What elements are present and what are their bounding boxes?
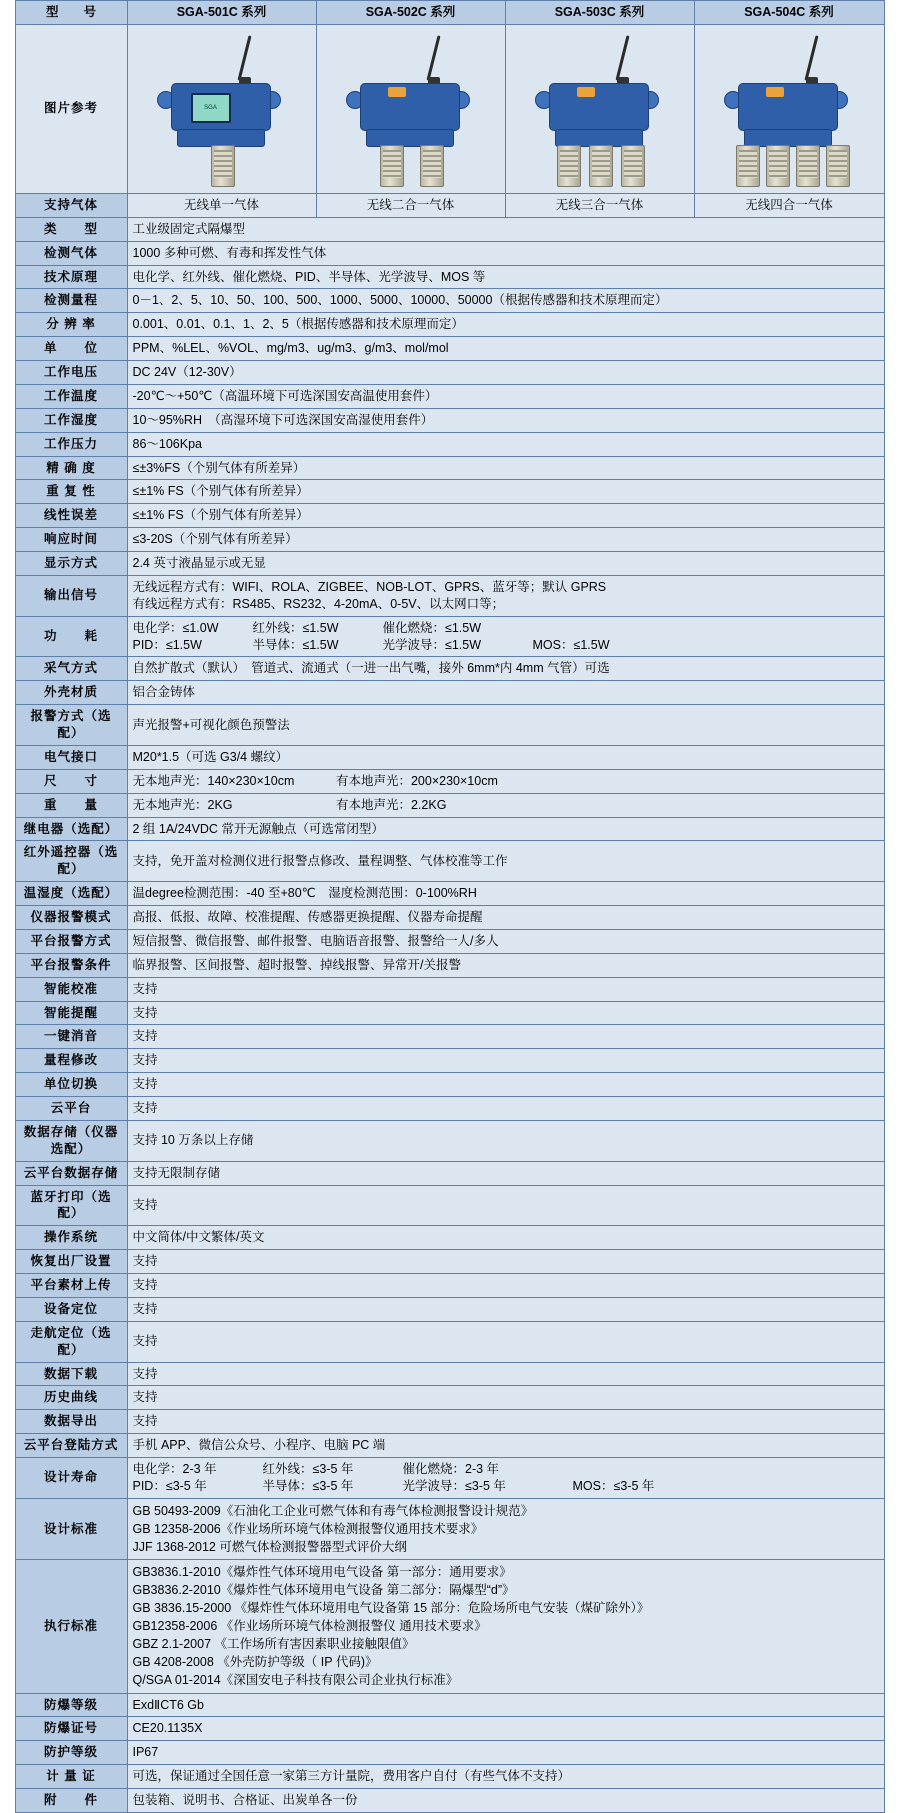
spec-label-electrical-port: 电气接口 xyxy=(15,745,127,769)
specification-table xyxy=(15,0,885,1813)
sensor-probe-3 xyxy=(621,145,645,187)
spec-label-cloud-login: 云平台登陆方式 xyxy=(15,1434,127,1458)
spec-row xyxy=(15,953,884,977)
spec-row xyxy=(15,1386,884,1410)
spec-value-temperature: -20℃～+50℃（高温环境下可选深国安高温使用套件） xyxy=(127,384,884,408)
spec-value-linearity: ≤±1% FS（个别气体有所差异） xyxy=(127,504,884,528)
spec-label-housing: 外壳材质 xyxy=(15,681,127,705)
life-infrared: 红外线：≤3-5 年 xyxy=(262,1462,354,1476)
model-502c: SGA-502C 系列 xyxy=(316,1,505,25)
spec-row xyxy=(15,217,884,241)
spec-label-range-edit: 量程修改 xyxy=(15,1049,127,1073)
output-signal-line-2: 有线远程方式有：RS485、RS232、4-20mA、0-5V、以太网口等； xyxy=(132,596,505,611)
spec-value-cloud-platform: 支持 xyxy=(127,1097,884,1121)
spec-label-material-upload: 平台素材上传 xyxy=(15,1274,127,1298)
sensor-probe-1 xyxy=(736,145,760,187)
spec-label-repeatability: 重 复 性 xyxy=(15,480,127,504)
spec-row xyxy=(15,337,884,361)
spec-row xyxy=(15,745,884,769)
output-signal-row xyxy=(15,575,884,616)
weight-without-alarm: 无本地声光：2KG xyxy=(132,797,233,812)
spec-label-accessories: 附 件 xyxy=(15,1789,127,1813)
antenna-icon xyxy=(615,35,629,80)
power-mos: MOS：≤1.5W xyxy=(532,637,610,652)
spec-value-unit: PPM、%LEL、%VOL、mg/m3、ug/m3、g/m3、mol/mol xyxy=(127,337,884,361)
power-semiconductor: 半导体：≤1.5W xyxy=(252,637,339,652)
life-optical: 光学波导：≤3-5 年 xyxy=(402,1478,506,1493)
life-electrochemical: 电化学：2-3 年 xyxy=(132,1462,217,1476)
spec-value-voltage: DC 24V（12-30V） xyxy=(127,361,884,385)
exec-standard-line-7: Q/SGA 01-2014《深国安电子科技有限公司企业执行标准》 xyxy=(132,1672,459,1687)
spec-value-ex-rating: ExdⅡCT6 Gb xyxy=(127,1693,884,1717)
spec-label-os-language: 操作系统 xyxy=(15,1226,127,1250)
sensor-probe-2 xyxy=(420,145,444,187)
spec-value-detect-gas: 1000 多种可燃、有毒和挥发性气体 xyxy=(127,241,884,265)
spec-label-device-location: 设备定位 xyxy=(15,1297,127,1321)
enclosure-body xyxy=(549,83,649,131)
spec-row xyxy=(15,504,884,528)
spec-label-bluetooth-print: 蓝牙打印（选配） xyxy=(15,1185,127,1226)
gas-support-504c: 无线四合一气体 xyxy=(694,193,884,217)
power-blank xyxy=(533,620,653,637)
spec-value-pressure: 86～106Kpa xyxy=(127,432,884,456)
sensor-probe-1 xyxy=(557,145,581,187)
life-semiconductor: 半导体：≤3-5 年 xyxy=(262,1478,354,1493)
spec-value-accessories: 包装箱、说明书、合格证、出炭单各一份 xyxy=(127,1789,884,1813)
spec-row xyxy=(15,1073,884,1097)
spec-label-ip-rating: 防护等级 xyxy=(15,1741,127,1765)
spec-row xyxy=(15,1789,884,1813)
spec-row xyxy=(15,1001,884,1025)
spec-label-cloud-storage: 云平台数据存储 xyxy=(15,1161,127,1185)
spec-row xyxy=(15,408,884,432)
design-standard-row xyxy=(15,1498,884,1560)
spec-row xyxy=(15,384,884,408)
spec-row xyxy=(15,1410,884,1434)
spec-row xyxy=(15,929,884,953)
power-value xyxy=(127,616,884,657)
spec-label-sampling: 采气方式 xyxy=(15,657,127,681)
spec-value-metrology-cert: 可选，保证通过全国任意一家第三方计量院，费用客户自付（有些气体不支持） xyxy=(127,1765,884,1789)
antenna-icon xyxy=(237,35,251,80)
exec-standard-line-2: GB3836.2-2010《爆炸性气体环境用电气设备 第二部分：隔爆型“d”》 xyxy=(132,1583,515,1598)
spec-value-cloud-login: 手机 APP、微信公众号、小程序、电脑 PC 端 xyxy=(127,1434,884,1458)
spec-value-response-time: ≤3-20S（个别气体有所差异） xyxy=(127,528,884,552)
power-infrared: 红外线：≤1.5W xyxy=(252,620,339,635)
sensor-probe-2 xyxy=(766,145,790,187)
spec-value-humidity: 10～95%RH （高湿环境下可选深国安高湿使用套件） xyxy=(127,408,884,432)
spec-label-factory-reset: 恢复出厂设置 xyxy=(15,1250,127,1274)
lcd-screen: SGA xyxy=(191,93,231,123)
model-503c: SGA-503C 系列 xyxy=(505,1,694,25)
spec-value-data-export: 支持 xyxy=(127,1410,884,1434)
spec-label-device-alarm-mode: 仪器报警模式 xyxy=(15,906,127,930)
life-mos: MOS：≤3-5 年 xyxy=(572,1478,655,1493)
spec-value-ip-rating: IP67 xyxy=(127,1741,884,1765)
sensor-probe-2 xyxy=(589,145,613,187)
spec-label-data-storage: 数据存储（仪器选配） xyxy=(15,1120,127,1161)
spec-label-relay: 继电器（选配） xyxy=(15,817,127,841)
spec-label-temp-humidity-option: 温湿度（选配） xyxy=(15,882,127,906)
spec-row xyxy=(15,1025,884,1049)
dimension-value xyxy=(127,769,884,793)
spec-row xyxy=(15,1120,884,1161)
spec-row xyxy=(15,1185,884,1226)
spec-row xyxy=(15,1297,884,1321)
gas-support-row xyxy=(15,193,884,217)
spec-value-factory-reset: 支持 xyxy=(127,1250,884,1274)
spec-row xyxy=(15,361,884,385)
spec-label-mobile-location: 走航定位（选配） xyxy=(15,1321,127,1362)
power-optical: 光学波导：≤1.5W xyxy=(382,637,482,652)
spec-label-ir-remote: 红外遥控器（选配） xyxy=(15,841,127,882)
sensor-probe-3 xyxy=(796,145,820,187)
spec-value-range-edit: 支持 xyxy=(127,1049,884,1073)
weight-value xyxy=(127,793,884,817)
spec-value-relay: 2 组 1A/24VDC 常开无源触点（可选常闭型） xyxy=(127,817,884,841)
spec-value-platform-alarm-condition: 临界报警、区间报警、超时报警、掉线报警、异常开/关报警 xyxy=(127,953,884,977)
design-life-line-1 xyxy=(133,1461,879,1478)
design-standard-label: 设计标准 xyxy=(15,1498,127,1560)
spec-value-repeatability: ≤±1% FS（个别气体有所差异） xyxy=(127,480,884,504)
spec-row xyxy=(15,1049,884,1073)
dimension-with-alarm: 有本地声光：200×230×10cm xyxy=(335,773,498,788)
spec-row xyxy=(15,1362,884,1386)
spec-value-electrical-port: M20*1.5（可选 G3/4 螺纹） xyxy=(127,745,884,769)
spec-row xyxy=(15,1717,884,1741)
exec-standard-value xyxy=(127,1560,884,1693)
spec-row xyxy=(15,289,884,313)
enclosure-body xyxy=(738,83,838,131)
power-line-2 xyxy=(133,637,879,654)
spec-label-unit-switch: 单位切换 xyxy=(15,1073,127,1097)
design-standard-line-3: JJF 1368-2012 可燃气体检测报警器型式评价大纲 xyxy=(132,1539,407,1554)
spec-label-ex-cert: 防爆证号 xyxy=(15,1717,127,1741)
power-label: 功 耗 xyxy=(15,616,127,657)
weight-with-alarm: 有本地声光：2.2KG xyxy=(335,797,447,812)
spec-label-history-curve: 历史曲线 xyxy=(15,1386,127,1410)
weight-label: 重 量 xyxy=(15,793,127,817)
spec-value-os-language: 中文简体/中文繁体/英文 xyxy=(127,1226,884,1250)
design-life-value xyxy=(127,1458,884,1499)
image-ref-label: 图片参考 xyxy=(15,24,127,193)
spec-value-ir-remote: 支持，免开盖对检测仪进行报警点修改、量程调整、气体校准等工作 xyxy=(127,841,884,882)
design-life-row xyxy=(15,1458,884,1499)
spec-row xyxy=(15,528,884,552)
design-standard-line-2: GB 12358-2006《作业场所环境气体检测报警仪通用技术要求》 xyxy=(132,1521,484,1536)
spec-value-history-curve: 支持 xyxy=(127,1386,884,1410)
exec-standard-label: 执行标准 xyxy=(15,1560,127,1693)
spec-value-cloud-storage: 支持无限制存储 xyxy=(127,1161,884,1185)
spec-label-data-export: 数据导出 xyxy=(15,1410,127,1434)
spec-label-voltage: 工作电压 xyxy=(15,361,127,385)
antenna-icon xyxy=(804,35,818,80)
life-catalytic: 催化燃烧：2-3 年 xyxy=(402,1462,500,1476)
spec-row xyxy=(15,1741,884,1765)
exec-standard-row xyxy=(15,1560,884,1693)
life-pid: PID：≤3-5 年 xyxy=(132,1478,207,1493)
spec-value-smart-calibration: 支持 xyxy=(127,977,884,1001)
spec-value-housing: 铝合金铸体 xyxy=(127,681,884,705)
weight-row xyxy=(15,793,884,817)
spec-row xyxy=(15,681,884,705)
spec-value-sampling: 自然扩散式（默认） 管道式、流通式（一进一出气嘴，接外 6mm*内 4mm 气管）可选 xyxy=(127,657,884,681)
power-catalytic: 催化燃烧：≤1.5W xyxy=(382,620,482,635)
spec-row xyxy=(15,1226,884,1250)
life-blank xyxy=(573,1461,693,1478)
spec-label-platform-alarm-mode: 平台报警方式 xyxy=(15,929,127,953)
spec-row xyxy=(15,265,884,289)
spec-row xyxy=(15,480,884,504)
spec-row xyxy=(15,705,884,746)
spec-row xyxy=(15,882,884,906)
spec-row xyxy=(15,1434,884,1458)
spec-label-temperature: 工作温度 xyxy=(15,384,127,408)
spec-row xyxy=(15,906,884,930)
power-row xyxy=(15,616,884,657)
spec-row xyxy=(15,1274,884,1298)
spec-label-range: 检测量程 xyxy=(15,289,127,313)
spec-label-metrology-cert: 计 量 证 xyxy=(15,1765,127,1789)
spec-row xyxy=(15,817,884,841)
spec-value-range: 0－1、2、5、10、50、100、500、1000、5000、10000、50000（根据传感器和技术原理而定） xyxy=(127,289,884,313)
design-life-label: 设计寿命 xyxy=(15,1458,127,1499)
spec-value-principle: 电化学、红外线、催化燃烧、PID、半导体、光学波导、MOS 等 xyxy=(127,265,884,289)
dimension-row xyxy=(15,769,884,793)
spec-row xyxy=(15,1161,884,1185)
spec-row xyxy=(15,552,884,576)
spec-row xyxy=(15,977,884,1001)
spec-value-alarm-mode: 声光报警+可视化颜色预警法 xyxy=(127,705,884,746)
model-501c: SGA-501C 系列 xyxy=(127,1,316,25)
antenna-icon xyxy=(426,35,440,80)
spec-row xyxy=(15,1765,884,1789)
spec-label-principle: 技术原理 xyxy=(15,265,127,289)
model-504c: SGA-504C 系列 xyxy=(694,1,884,25)
spec-label-one-key-mute: 一键消音 xyxy=(15,1025,127,1049)
spec-label-humidity: 工作湿度 xyxy=(15,408,127,432)
spec-label-ex-rating: 防爆等级 xyxy=(15,1693,127,1717)
sensor-probe-4 xyxy=(826,145,850,187)
alarm-lamp xyxy=(388,87,406,97)
spec-label-detect-gas: 检测气体 xyxy=(15,241,127,265)
design-standard-value xyxy=(127,1498,884,1560)
spec-row xyxy=(15,1097,884,1121)
spec-label-cloud-platform: 云平台 xyxy=(15,1097,127,1121)
spec-label-alarm-mode: 报警方式（选配） xyxy=(15,705,127,746)
spec-value-type: 工业级固定式隔爆型 xyxy=(127,217,884,241)
spec-row xyxy=(15,432,884,456)
exec-standard-line-6: GB 4208-2008 《外壳防护等级（ IP 代码)》 xyxy=(132,1654,378,1669)
gas-support-503c: 无线三合一气体 xyxy=(505,193,694,217)
gas-support-501c: 无线单一气体 xyxy=(127,193,316,217)
spec-row xyxy=(15,1693,884,1717)
output-signal-line-1: 无线远程方式有：WIFI、ROLA、ZIGBEE、NOB-LOT、GPRS、蓝牙等；默认 GPRS xyxy=(132,579,607,594)
spec-row xyxy=(15,841,884,882)
spec-row xyxy=(15,313,884,337)
spec-label-accuracy: 精 确 度 xyxy=(15,456,127,480)
exec-standard-line-1: GB3836.1-2010《爆炸性气体环境用电气设备 第一部分：通用要求》 xyxy=(132,1565,512,1580)
device-image-502c xyxy=(316,24,505,193)
power-line-1 xyxy=(133,620,879,637)
device-image-504c xyxy=(694,24,884,193)
spec-value-display: 2.4 英寸液晶显示或无显 xyxy=(127,552,884,576)
design-standard-line-1: GB 50493-2009《石油化工企业可燃气体和有毒气体检测报警设计规范》 xyxy=(132,1503,534,1518)
spec-label-smart-reminder: 智能提醒 xyxy=(15,1001,127,1025)
spec-value-material-upload: 支持 xyxy=(127,1274,884,1298)
spec-value-device-location: 支持 xyxy=(127,1297,884,1321)
device-image-501c xyxy=(127,24,316,193)
spec-value-accuracy: ≤±3%FS（个别气体有所差异） xyxy=(127,456,884,480)
alarm-lamp xyxy=(577,87,595,97)
spec-value-resolution: 0.001、0.01、0.1、1、2、5（根据传感器和技术原理而定） xyxy=(127,313,884,337)
gas-support-502c: 无线二合一气体 xyxy=(316,193,505,217)
spec-value-temp-humidity-option: 温degree检测范围：-40 至+80℃ 湿度检测范围：0-100%RH xyxy=(127,882,884,906)
gas-support-label: 支持气体 xyxy=(15,193,127,217)
spec-row xyxy=(15,456,884,480)
output-signal-value xyxy=(127,575,884,616)
power-pid: PID：≤1.5W xyxy=(132,637,202,652)
spec-value-ex-cert: CE20.1135X xyxy=(127,1717,884,1741)
image-reference-row xyxy=(15,24,884,193)
spec-row xyxy=(15,657,884,681)
alarm-lamp xyxy=(766,87,784,97)
spec-value-platform-alarm-mode: 短信报警、微信报警、邮件报警、电脑语音报警、报警给一人/多人 xyxy=(127,929,884,953)
spec-label-linearity: 线性误差 xyxy=(15,504,127,528)
spec-row xyxy=(15,1321,884,1362)
dimension-without-alarm: 无本地声光：140×230×10cm xyxy=(132,773,295,788)
enclosure-body xyxy=(360,83,460,131)
exec-standard-line-3: GB 3836.15-2000 《爆炸性气体环境用电气设备第 15 部分：危险场所电气安装（煤矿除外）》 xyxy=(132,1601,650,1616)
spec-value-device-alarm-mode: 高报、低报、故障、校准提醒、传感器更换提醒、仪器寿命提醒 xyxy=(127,906,884,930)
exec-standard-line-5: GBZ 2.1-2007 《工作场所有害因素职业接触限值》 xyxy=(132,1636,415,1651)
spec-row xyxy=(15,1250,884,1274)
spec-value-smart-reminder: 支持 xyxy=(127,1001,884,1025)
sensor-probe-1 xyxy=(211,145,235,187)
exec-standard-line-4: GB12358-2006 《作业场所环境气体检测报警仪 通用技术要求》 xyxy=(132,1619,487,1633)
spec-label-type: 类 型 xyxy=(15,217,127,241)
spec-value-data-storage: 支持 10 万条以上存储 xyxy=(127,1120,884,1161)
spec-label-smart-calibration: 智能校准 xyxy=(15,977,127,1001)
model-label: 型 号 xyxy=(15,1,127,25)
spec-label-pressure: 工作压力 xyxy=(15,432,127,456)
spec-label-platform-alarm-condition: 平台报警条件 xyxy=(15,953,127,977)
table-header-row xyxy=(15,1,884,25)
design-life-line-2 xyxy=(133,1478,879,1495)
spec-row xyxy=(15,241,884,265)
dimension-label: 尺 寸 xyxy=(15,769,127,793)
spec-label-response-time: 响应时间 xyxy=(15,528,127,552)
spec-label-display: 显示方式 xyxy=(15,552,127,576)
device-image-503c xyxy=(505,24,694,193)
spec-label-data-download: 数据下载 xyxy=(15,1362,127,1386)
spec-value-unit-switch: 支持 xyxy=(127,1073,884,1097)
spec-value-bluetooth-print: 支持 xyxy=(127,1185,884,1226)
spec-value-mobile-location: 支持 xyxy=(127,1321,884,1362)
power-electrochemical: 电化学：≤1.0W xyxy=(132,620,219,635)
output-signal-label: 输出信号 xyxy=(15,575,127,616)
spec-label-unit: 单 位 xyxy=(15,337,127,361)
spec-label-resolution: 分 辨 率 xyxy=(15,313,127,337)
spec-value-one-key-mute: 支持 xyxy=(127,1025,884,1049)
spec-value-data-download: 支持 xyxy=(127,1362,884,1386)
sensor-probe-1 xyxy=(380,145,404,187)
